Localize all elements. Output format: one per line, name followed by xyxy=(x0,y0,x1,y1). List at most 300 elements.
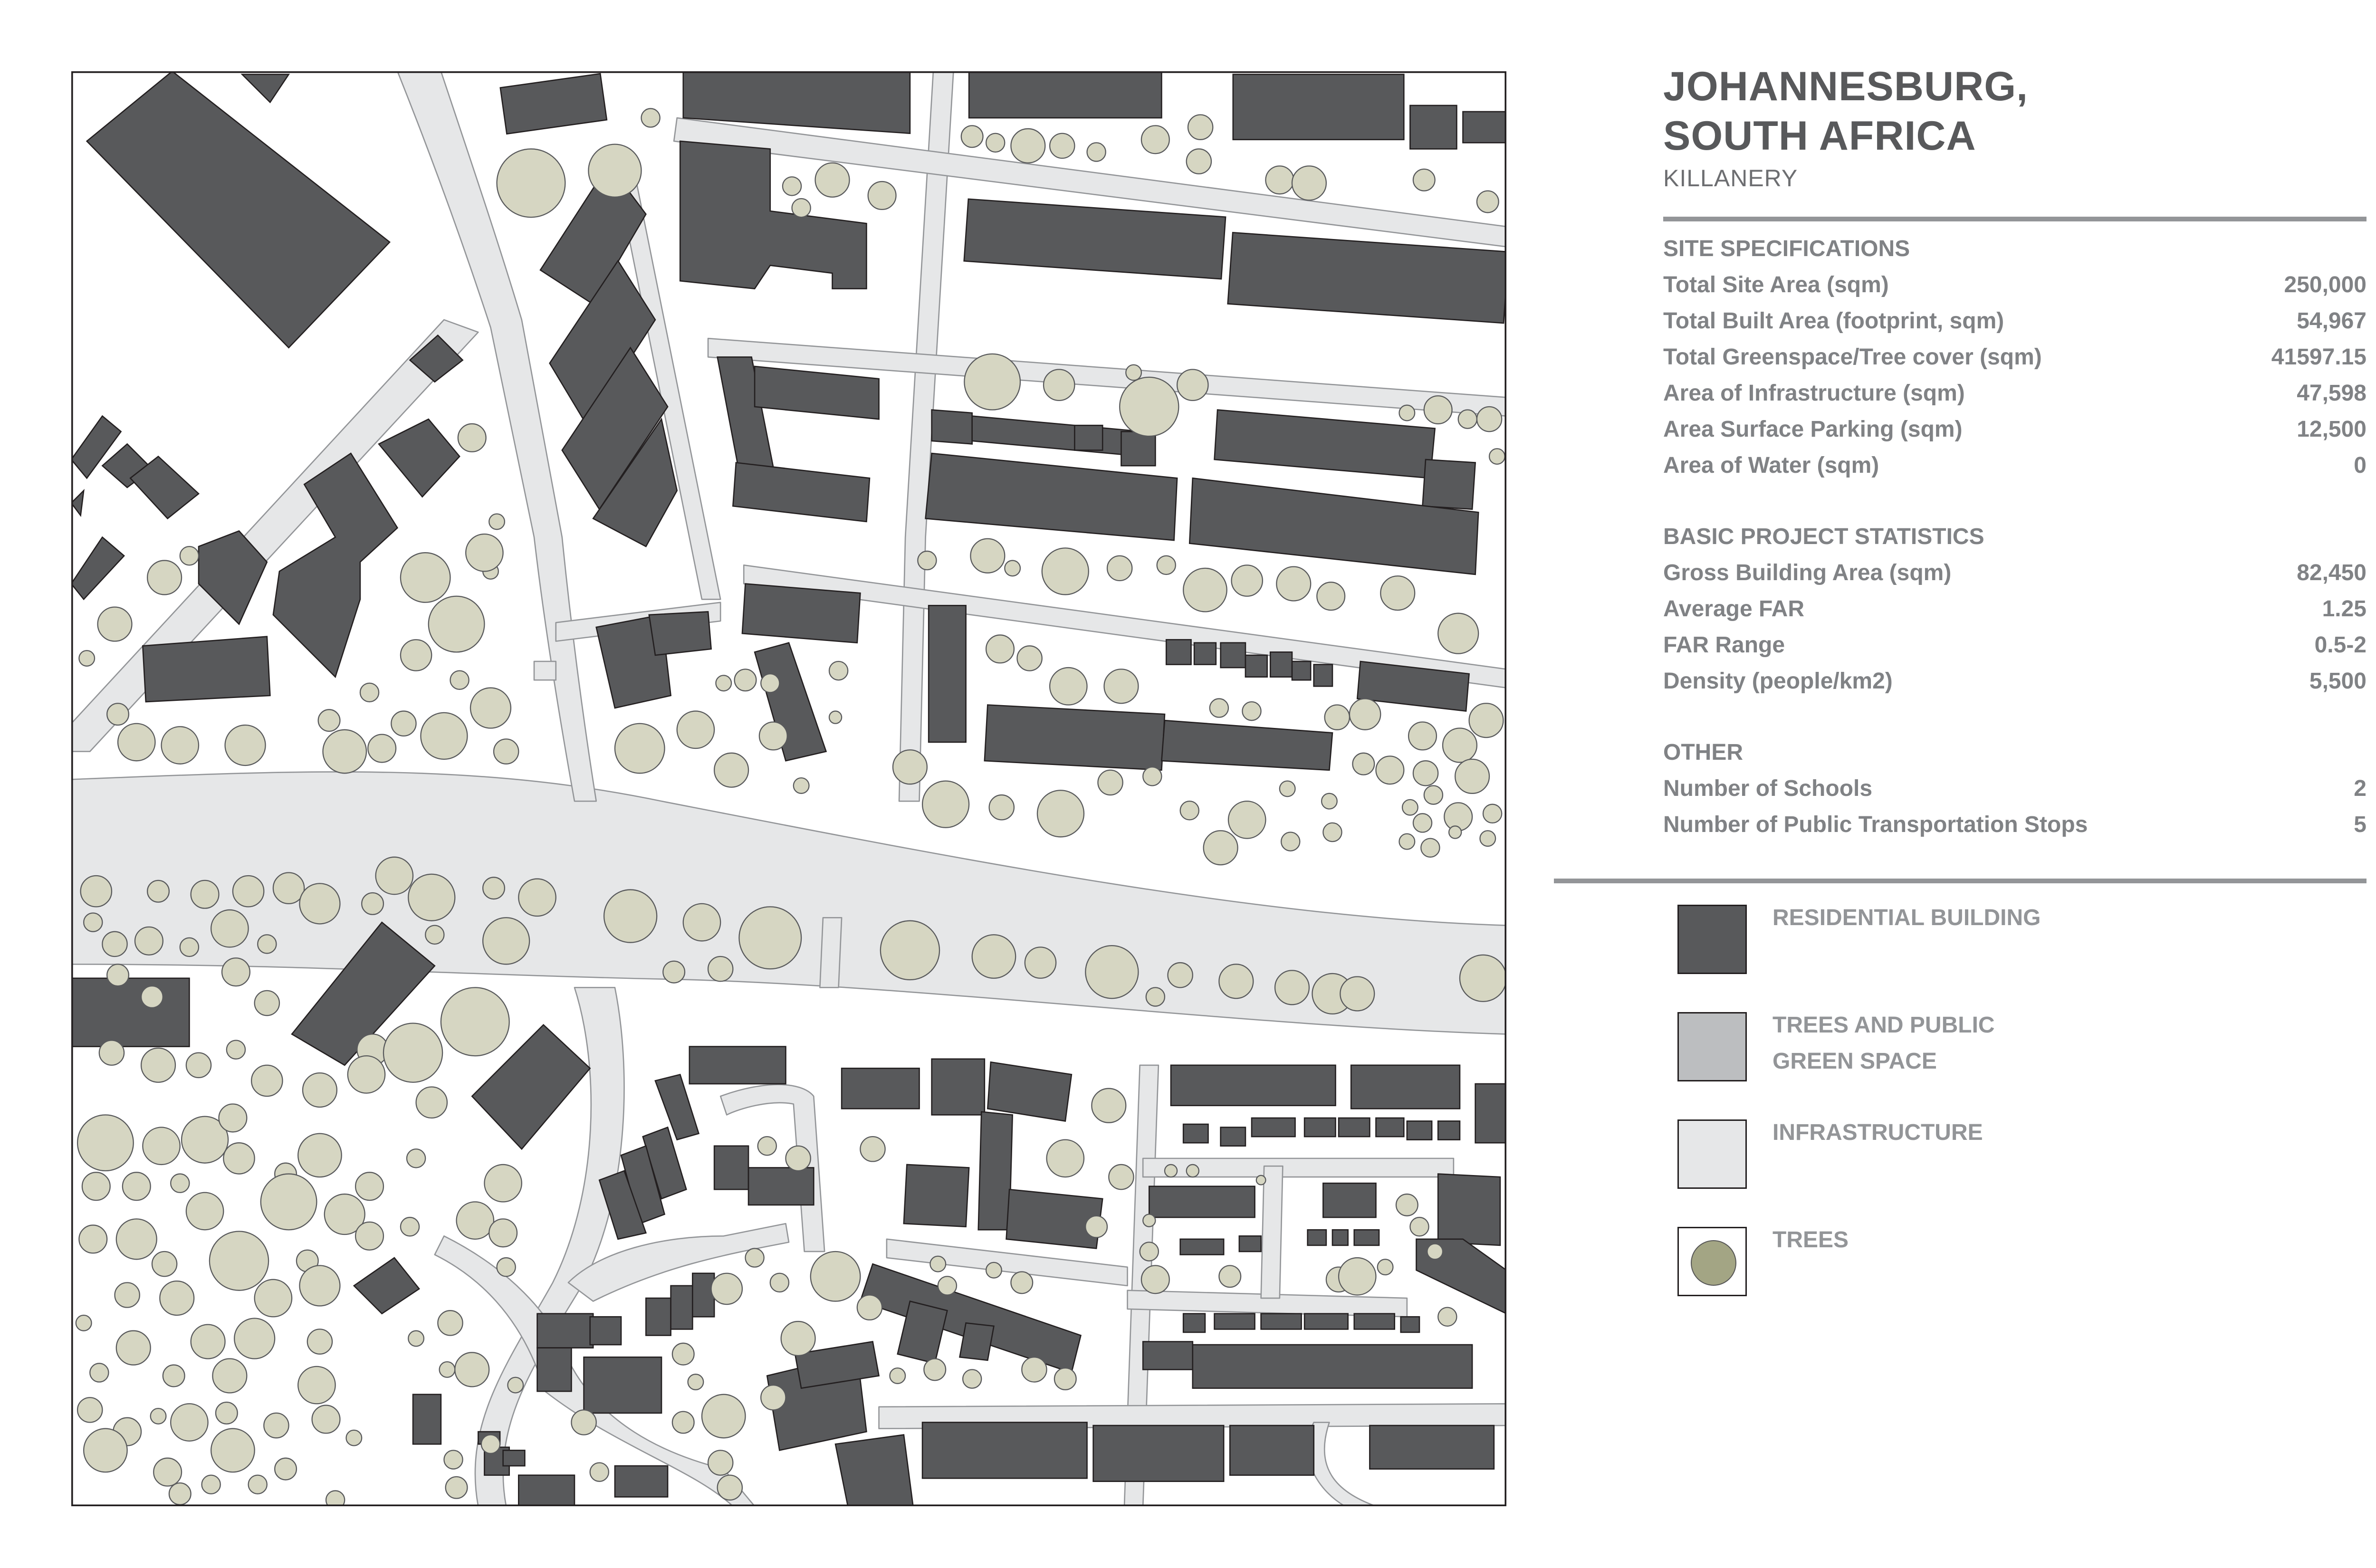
tree xyxy=(444,1450,462,1469)
stat-label: Gross Building Area (sqm) xyxy=(1663,560,1952,585)
building xyxy=(1245,655,1267,677)
tree xyxy=(408,1331,424,1347)
tree xyxy=(702,1395,746,1438)
tree xyxy=(1460,955,1506,1002)
tree xyxy=(1109,1165,1133,1189)
tree xyxy=(219,1104,247,1132)
tree xyxy=(77,1397,102,1422)
tree xyxy=(1402,800,1418,815)
tree xyxy=(1168,963,1192,987)
tree xyxy=(1104,669,1138,703)
tree xyxy=(416,1087,447,1118)
tree xyxy=(446,1477,468,1499)
trees-swatch xyxy=(1677,1227,1747,1296)
tree xyxy=(1421,839,1439,857)
tree xyxy=(483,877,505,899)
tree xyxy=(376,857,413,894)
building xyxy=(1463,112,1506,143)
tree xyxy=(1025,947,1056,978)
tree xyxy=(1380,576,1415,610)
tree xyxy=(141,986,163,1008)
tree xyxy=(255,991,279,1015)
tree xyxy=(160,1281,194,1315)
building xyxy=(1351,1065,1460,1109)
tree xyxy=(115,1282,140,1307)
building xyxy=(1304,1314,1348,1329)
tree xyxy=(82,1172,110,1200)
tree xyxy=(152,1252,177,1276)
road-se-block-vertical xyxy=(1261,1166,1283,1298)
tree xyxy=(1443,728,1477,763)
tree xyxy=(1477,191,1499,213)
tree xyxy=(1187,149,1211,173)
building xyxy=(671,1286,693,1329)
legend-label-line: GREEN SPACE xyxy=(1772,1049,1937,1074)
stat-value: 12,500 xyxy=(2297,417,2366,442)
building xyxy=(1252,1118,1295,1137)
tree xyxy=(1141,1265,1169,1293)
building xyxy=(1193,1345,1472,1388)
tree xyxy=(494,739,518,764)
building xyxy=(1261,1314,1302,1329)
tree xyxy=(938,1276,957,1295)
tree xyxy=(348,1056,385,1093)
tree xyxy=(489,514,505,529)
tree xyxy=(191,1325,225,1359)
building xyxy=(1230,1425,1313,1475)
tree xyxy=(466,534,503,571)
building xyxy=(1292,661,1311,680)
stat-label: Area of Infrastructure (sqm) xyxy=(1663,381,1965,406)
tree xyxy=(147,880,169,902)
building xyxy=(615,1466,668,1497)
tree xyxy=(116,1331,151,1365)
building xyxy=(1093,1425,1224,1482)
building xyxy=(143,637,270,702)
stat-value: 5,500 xyxy=(2309,669,2366,694)
stat-row xyxy=(1663,627,2366,663)
stat-label: Number of Schools xyxy=(1663,776,1873,801)
tree xyxy=(964,354,1020,410)
tree xyxy=(135,927,163,955)
tree xyxy=(318,709,340,731)
tree xyxy=(307,1329,332,1354)
tree xyxy=(1469,703,1504,737)
tree xyxy=(1005,561,1020,576)
tree xyxy=(81,876,112,907)
tree xyxy=(1449,826,1461,838)
tree xyxy=(716,675,731,691)
building xyxy=(690,1047,786,1084)
building xyxy=(1370,1425,1494,1469)
tree xyxy=(180,938,199,956)
tree xyxy=(107,964,129,986)
tree xyxy=(718,1475,742,1500)
tree xyxy=(868,182,896,210)
stat-label: Area Surface Parking (sqm) xyxy=(1663,417,1963,442)
tree xyxy=(1228,801,1265,838)
tree xyxy=(171,1174,189,1193)
legend-label-line: TREES AND PUBLIC xyxy=(1772,1013,1995,1038)
tree xyxy=(303,1073,337,1107)
tree xyxy=(759,722,787,750)
tree xyxy=(1085,1216,1107,1238)
tree xyxy=(1146,987,1165,1006)
tree xyxy=(1204,831,1238,865)
building xyxy=(922,1423,1087,1479)
tree xyxy=(1413,761,1438,785)
building xyxy=(518,1475,575,1506)
building xyxy=(646,1298,671,1335)
tree xyxy=(1050,668,1087,705)
building xyxy=(692,1273,714,1317)
tree xyxy=(1323,823,1341,841)
tree xyxy=(786,1146,810,1171)
tree xyxy=(1413,813,1432,832)
building xyxy=(932,410,972,444)
building xyxy=(960,1323,994,1360)
divider xyxy=(1663,217,2366,221)
map-legend xyxy=(1677,903,2366,1332)
project-stats-heading: BASIC PROJECT STATISTICS xyxy=(1663,524,1984,549)
tree xyxy=(299,1265,340,1306)
tree xyxy=(481,1435,500,1453)
stat-label: Total Site Area (sqm) xyxy=(1663,272,1889,297)
tree xyxy=(355,1222,383,1250)
tree xyxy=(458,424,486,452)
tree xyxy=(470,688,511,728)
tree xyxy=(672,1412,694,1434)
tree xyxy=(963,1369,981,1388)
building xyxy=(413,1395,441,1444)
tree xyxy=(450,671,469,689)
stat-value: 54,967 xyxy=(2297,308,2366,334)
tree xyxy=(123,1172,151,1200)
tree xyxy=(1187,1165,1199,1177)
tree xyxy=(255,1280,292,1317)
tree xyxy=(249,1475,267,1494)
building xyxy=(1354,1314,1395,1329)
legend-label xyxy=(1772,1007,1995,1080)
tree xyxy=(151,1408,166,1424)
tree xyxy=(258,935,276,953)
building xyxy=(1407,1121,1432,1139)
tree xyxy=(84,1429,127,1472)
tree xyxy=(261,1174,317,1230)
tree xyxy=(1455,759,1489,794)
tree xyxy=(79,1225,107,1253)
building xyxy=(714,1146,748,1190)
tree xyxy=(76,1315,92,1331)
tree xyxy=(811,1252,861,1301)
tree xyxy=(739,907,801,969)
building xyxy=(835,1435,913,1506)
tree xyxy=(1042,548,1089,594)
tree xyxy=(1047,1140,1084,1177)
tree xyxy=(1317,582,1345,610)
building xyxy=(590,1317,621,1345)
tree xyxy=(1427,1244,1443,1260)
building xyxy=(1215,1314,1255,1329)
stat-label: Total Greenspace/Tree cover (sqm) xyxy=(1663,344,2042,370)
stat-row xyxy=(1663,411,2366,448)
tree xyxy=(1022,1357,1046,1382)
legend-item-residential xyxy=(1677,903,2366,1010)
tree xyxy=(1376,756,1404,784)
tree xyxy=(233,876,264,907)
tree xyxy=(1350,698,1380,729)
stat-label: FAR Range xyxy=(1663,632,1785,658)
building xyxy=(1423,459,1475,509)
tree xyxy=(90,1363,108,1382)
tree xyxy=(745,1248,764,1267)
tree xyxy=(1157,556,1176,574)
building xyxy=(1183,1314,1205,1332)
info-panel xyxy=(1663,62,2366,883)
tree xyxy=(1143,767,1161,785)
tree xyxy=(1188,115,1213,140)
stat-label: Number of Public Transportation Stops xyxy=(1663,812,2088,837)
tree xyxy=(1483,804,1502,823)
tree xyxy=(1219,1265,1241,1287)
tree xyxy=(186,1193,223,1230)
tree xyxy=(497,149,565,217)
tree xyxy=(770,1273,789,1292)
stat-row xyxy=(1663,591,2366,627)
tree xyxy=(275,1458,297,1480)
residential-swatch xyxy=(1677,905,1747,974)
tree xyxy=(986,635,1014,663)
tree xyxy=(961,125,983,147)
tree xyxy=(1054,1368,1076,1390)
tree xyxy=(1044,370,1074,401)
tree xyxy=(1183,568,1227,612)
building xyxy=(649,612,711,655)
tree xyxy=(708,956,733,981)
stat-value: 1.25 xyxy=(2322,596,2366,621)
tree xyxy=(918,551,936,570)
road-connector-north xyxy=(534,661,556,680)
building xyxy=(1304,1118,1335,1137)
tree xyxy=(986,134,1005,152)
tree xyxy=(223,1143,254,1174)
tree xyxy=(1140,1242,1159,1261)
tree xyxy=(355,1172,383,1200)
building xyxy=(1376,1118,1404,1137)
tree xyxy=(1399,405,1415,421)
road-connector-south xyxy=(820,918,842,987)
legend-item-green-space xyxy=(1677,1010,2366,1118)
tree xyxy=(1322,794,1337,809)
tree xyxy=(783,177,801,195)
tree xyxy=(571,1410,596,1434)
building xyxy=(1354,1230,1379,1245)
tree xyxy=(440,1362,455,1377)
building xyxy=(969,71,1161,118)
building xyxy=(842,1068,919,1109)
tree xyxy=(1011,1272,1033,1293)
tree xyxy=(1378,1259,1393,1275)
tree xyxy=(989,795,1014,820)
stat-row xyxy=(1663,663,2366,699)
stat-value: 41597.15 xyxy=(2271,344,2366,370)
tree xyxy=(604,889,657,942)
tree xyxy=(425,926,444,944)
stat-label: Density (people/km2) xyxy=(1663,669,1893,694)
tree xyxy=(147,561,182,595)
tree xyxy=(346,1430,362,1446)
tree xyxy=(1438,613,1478,654)
building xyxy=(1183,1124,1208,1143)
tree xyxy=(677,711,714,748)
tree xyxy=(153,1458,182,1486)
tree xyxy=(163,1365,185,1387)
building xyxy=(929,605,966,742)
tree xyxy=(141,1048,175,1082)
tree xyxy=(792,199,811,217)
tree xyxy=(714,753,748,787)
building xyxy=(1221,1128,1245,1146)
tree xyxy=(1087,143,1106,161)
tree xyxy=(299,883,340,924)
tree xyxy=(1219,964,1253,998)
building xyxy=(1332,1230,1348,1245)
building xyxy=(71,978,189,1047)
tree xyxy=(1098,770,1122,795)
tree xyxy=(642,108,660,127)
tree xyxy=(890,1368,905,1384)
tree xyxy=(1410,1217,1428,1236)
tree xyxy=(672,1343,694,1365)
tree xyxy=(1280,781,1295,797)
stat-value: 0 xyxy=(2354,453,2366,478)
tree xyxy=(79,650,95,666)
building xyxy=(1323,1183,1376,1217)
tree xyxy=(497,1258,516,1276)
tree xyxy=(829,711,842,724)
tree xyxy=(1092,1089,1126,1123)
tree xyxy=(1265,166,1293,194)
tree xyxy=(102,932,127,956)
tree xyxy=(1177,370,1208,401)
tree xyxy=(251,1065,282,1096)
tree xyxy=(711,1273,742,1304)
tree xyxy=(663,961,685,983)
building xyxy=(904,1165,969,1227)
tree xyxy=(1037,790,1084,837)
tree xyxy=(1050,134,1074,158)
building xyxy=(1339,1118,1370,1137)
tree xyxy=(758,1137,776,1155)
tree xyxy=(77,1115,134,1171)
stat-value: 5 xyxy=(2354,812,2366,837)
tree xyxy=(1339,1258,1376,1295)
legend-label: INFRASTRUCTURE xyxy=(1772,1120,1983,1145)
tree xyxy=(1085,946,1138,998)
building xyxy=(1438,1174,1500,1245)
tree xyxy=(84,913,102,931)
tree xyxy=(326,1491,345,1506)
infrastructure-swatch xyxy=(1677,1119,1747,1189)
tree xyxy=(312,1405,340,1434)
stat-label: Average FAR xyxy=(1663,596,1804,621)
building xyxy=(985,705,1165,770)
neighborhood-subtitle: KILLANERY xyxy=(1663,165,1798,191)
tree xyxy=(930,1256,946,1272)
tree xyxy=(1477,407,1502,431)
tree xyxy=(438,1310,462,1335)
tree xyxy=(1231,565,1262,596)
tree xyxy=(881,921,939,980)
tree xyxy=(688,1374,704,1390)
tree xyxy=(986,1262,1002,1278)
building xyxy=(1233,75,1404,140)
tree xyxy=(107,703,129,725)
building xyxy=(503,1450,525,1466)
tree xyxy=(210,1231,268,1290)
tree xyxy=(169,1483,191,1505)
stat-row xyxy=(1663,267,2366,303)
building xyxy=(1221,643,1245,668)
building xyxy=(1401,1317,1419,1332)
stat-label: Area of Water (sqm) xyxy=(1663,453,1879,478)
site-map xyxy=(71,71,1506,1506)
tree xyxy=(298,1367,335,1404)
tree xyxy=(99,1040,124,1065)
green-space-swatch xyxy=(1677,1012,1747,1081)
building xyxy=(1438,1121,1460,1139)
tree xyxy=(1424,785,1443,804)
tree xyxy=(1275,970,1309,1004)
tree xyxy=(1396,1194,1418,1216)
tree xyxy=(860,1137,885,1161)
tree xyxy=(455,1352,489,1386)
tree xyxy=(116,1219,157,1259)
building xyxy=(1410,105,1456,149)
stat-value: 47,598 xyxy=(2297,381,2366,406)
tree xyxy=(1413,169,1435,191)
tree xyxy=(1281,832,1300,851)
tree xyxy=(794,778,809,794)
tree xyxy=(1458,410,1477,429)
building xyxy=(1166,640,1191,664)
tree xyxy=(735,669,757,691)
tree xyxy=(162,727,199,764)
tree xyxy=(457,1202,494,1239)
stat-row xyxy=(1663,375,2366,411)
tree xyxy=(1165,1165,1177,1177)
building xyxy=(1308,1230,1326,1245)
stat-row xyxy=(1663,807,2366,843)
tree xyxy=(323,730,366,774)
tree xyxy=(1438,1308,1456,1326)
tree xyxy=(761,1385,786,1410)
tree xyxy=(1180,801,1199,820)
tree xyxy=(98,607,132,641)
building xyxy=(1149,1186,1255,1217)
tree xyxy=(829,661,848,680)
tree-icon xyxy=(1691,1240,1736,1286)
tree xyxy=(407,1149,425,1167)
tree xyxy=(186,1053,211,1078)
tree xyxy=(683,904,720,941)
tree xyxy=(1107,556,1132,581)
tree xyxy=(362,893,383,915)
tree xyxy=(1017,646,1042,670)
city-title-line-1: JOHANNESBURG, xyxy=(1663,64,2028,109)
tree xyxy=(708,1450,733,1475)
tree xyxy=(222,958,250,986)
